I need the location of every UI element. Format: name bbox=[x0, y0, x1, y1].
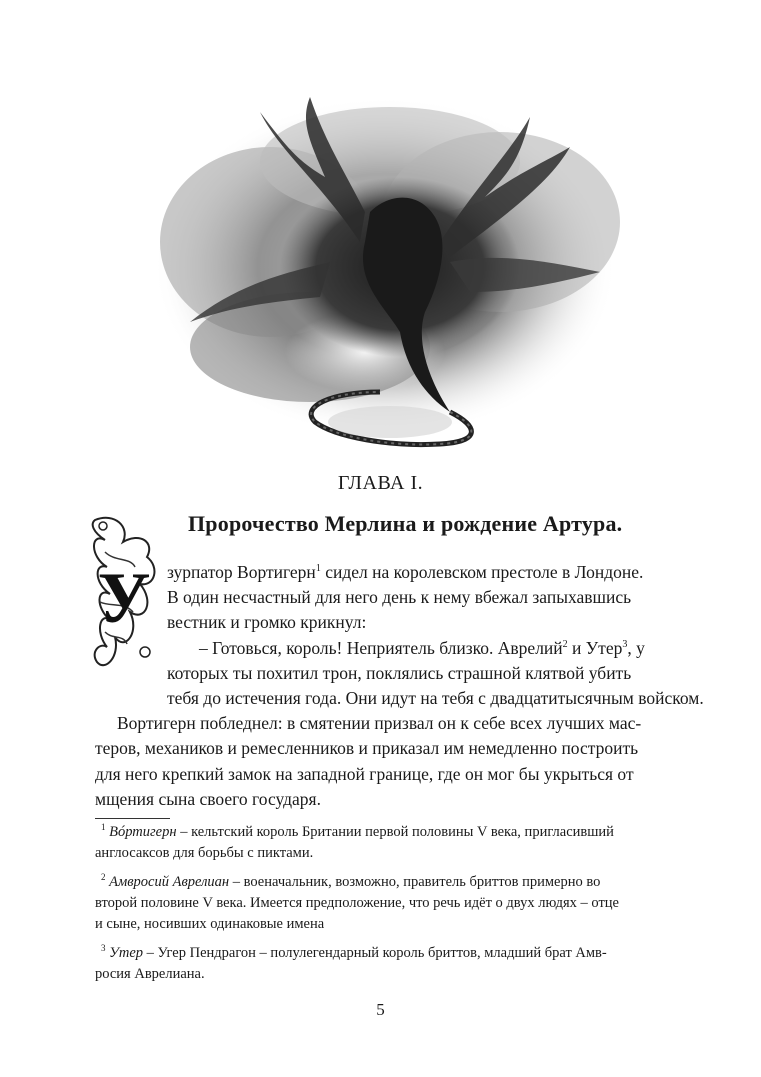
paragraph-3: Вортигерн побледнел: в смятении призвал он к себе всех лучших мас- теров, механиков и ремесленников и приказал им немедленно построить для него крепкий замок на западной границе, где он мог бы укрыться от мщения сына своего государя. bbox=[95, 713, 642, 809]
dropcap-letter: У bbox=[97, 558, 151, 638]
footnote-ref-3: 3 bbox=[622, 638, 628, 650]
chapter-number: ГЛАВА I. bbox=[337, 472, 424, 494]
footnote-1: $^1$ Вóртигерн – кельтский король Британии первой половины V века, пригласивший англосаксов для борьбы с пиктами. bbox=[95, 822, 614, 861]
body-text bbox=[95, 560, 704, 812]
footnote-3: $^3$ Утер – Угер Пендрагон – полулегендарный король бриттов, младший брат Амв- росия Аврелиана. bbox=[95, 943, 607, 982]
footnote-ref-2: 2 bbox=[562, 638, 568, 650]
chapter-title: Пророчество Мерлина и рождение Артура. bbox=[188, 511, 623, 536]
footnote-ref-1: 1 bbox=[315, 563, 321, 575]
paragraph-1: зурпатор Вортигерн$^1$ сидел на королевском престоле в Лондоне. В один несчастный для него день к нему вбежал запыхавшись вестник и громко крикнул: bbox=[167, 562, 644, 633]
dragon-illustration bbox=[150, 92, 620, 452]
footnotes bbox=[95, 822, 675, 993]
footnote-2: $^2$ Амвросий Аврелиан – военачальник, возможно, правитель бриттов примерно во второй половине V века. Имеется предположение, что речь идёт о двух людях – отце и сыне, носивших одинаковые имена bbox=[95, 872, 619, 932]
paragraph-2: – Готовься, король! Неприятель близко. Аврелий$^2$ и Утер$^3$, у которых ты похитил трон, поклялись страшной клятвой убить тебя до истечения года. Они идут на тебя с двадцатитысячным войском. bbox=[167, 637, 704, 709]
footnote-divider bbox=[95, 818, 170, 819]
page-number: 5 bbox=[376, 1000, 385, 1019]
